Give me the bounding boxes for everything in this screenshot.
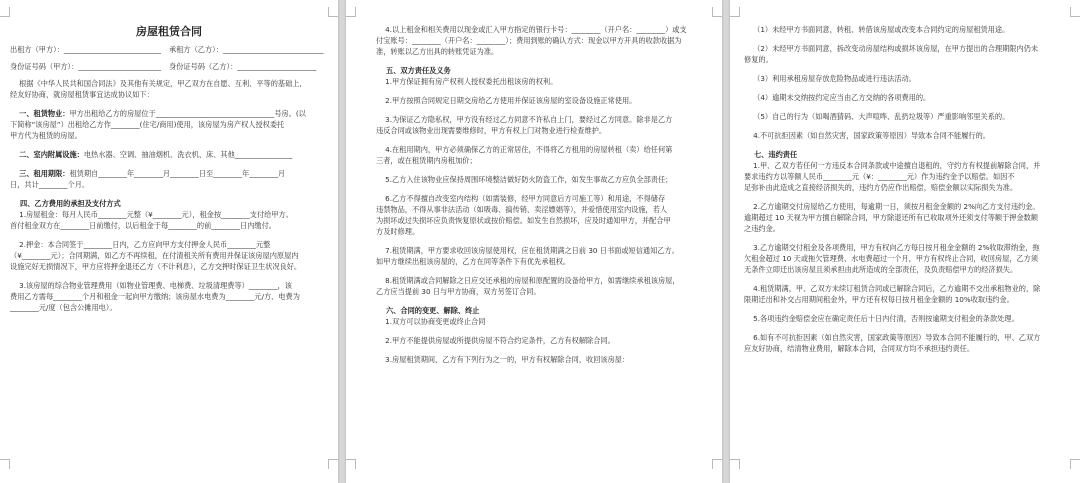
paragraph-gap <box>376 57 702 65</box>
page-corner-mark <box>730 7 740 17</box>
section-heading: 五、双方责任及义务 <box>376 66 451 75</box>
lessor-field: 出租方（甲方）：___________________________ <box>10 45 161 54</box>
contract-text-line: 违禁物品，不得从事非法活动（如吸毒、搞传销、卖淫嫖娼等），并爱惜使用室内设施，若人 <box>376 205 668 214</box>
paragraph-gap <box>744 122 1068 130</box>
contract-text-line: 2.押金：本合同签于________日内，乙方应向甲方支付押金人民币________元整 <box>10 240 271 249</box>
lessor-id-field: 身份证号码（甲方）：_______________________ <box>10 62 161 71</box>
page-corner-mark <box>346 459 356 469</box>
section-heading: 六、合同的变更、解除、终止 <box>376 306 480 315</box>
contract-text-line: 5.乙方入住该物业应保持周围环境整洁做好防火防盗工作，如发生事故乙方应负全部责任； <box>376 175 673 184</box>
contract-text-line: 经友好协商，就房屋租赁事宜达成协议如下： <box>10 90 154 99</box>
contract-text-line: 乙方应当提前 30 日与甲方协商，双方另签订合同。 <box>376 287 541 296</box>
page-corner-mark <box>1070 7 1080 17</box>
paragraph-gap <box>10 100 328 108</box>
paragraph-gap <box>10 231 328 239</box>
contract-text-line: 4.以上租金和相关费用以现金或汇入甲方指定的银行卡号：________（开户名：________）或支 <box>376 25 687 34</box>
paragraph-gap <box>744 84 1068 92</box>
contract-text-line: 7.租赁期满，甲方要求收回该房屋使用权，应在租赁期满之日前 30 日书面或短信通知乙方。 <box>376 246 679 255</box>
page-content <box>10 24 328 313</box>
contract-text-line: 方及时修理。 <box>376 227 420 236</box>
contract-text-line: 6.如有不可抗拒因素（如自然灾害，国家政策等原因）导致本合同不能履行的，甲、乙双方 <box>744 333 1041 342</box>
contract-text-line: 甲方代为租赁的房屋。 <box>10 131 82 140</box>
section-heading: 四、乙方费用的承担及支付方式 <box>10 199 121 208</box>
contract-text-line: 4.不可抗拒因素（如自然灾害，国家政策等原因）导致本合同不能履行的。 <box>744 131 990 140</box>
page-corner-mark <box>712 7 722 17</box>
lessee-id-field: 身份证号码（乙方）：______________________ <box>169 62 317 71</box>
paragraph-gap <box>744 65 1068 73</box>
paragraph-gap <box>744 324 1068 332</box>
contract-text-line: 1.甲、乙双方若任何一方违反本合同条款或中途擅自退租的，守约方有权提前解除合同，并 <box>744 161 1041 170</box>
paragraph-gap <box>376 267 702 275</box>
contract-text-line: 要求违约方以等额人民币________元（¥：________元）作为违约金予以赔偿。如因不 <box>744 172 1015 181</box>
contract-text-line: 之违约金。 <box>744 224 780 233</box>
contract-text-line: 3.为保证乙方隐私权，甲方没有经过乙方同意不许私自上门，要经过乙方同意。除非是乙方 <box>376 115 673 124</box>
contract-text-line: 付宝账号：________（开户名：________）；费用到账的确认方式：现金以甲方开具的收款收据为 <box>376 36 682 45</box>
page-corner-mark <box>0 7 10 17</box>
paragraph-gap <box>10 141 328 149</box>
clause-label: 二、室内附属设施： <box>19 150 84 159</box>
contract-text-line: 逾期超过 10 天视为甲方擅自解除合同，甲方除退还所有已收取项外还须支付等额于押金数额 <box>744 213 1039 222</box>
contract-text-line: （3）利用承租房屋存放危险物品或进行违法活动。 <box>744 74 916 83</box>
contract-text-line: 足弥补由此造成之直接经济损失的，违约方仍应作出赔偿，赔偿金额以实际损失为准。 <box>744 183 1018 192</box>
paragraph-gap <box>376 237 702 245</box>
document-page-2 <box>346 0 722 483</box>
contract-text-line: 1.房屋租金：每月人民币________元整（¥________元），租金按________支付给甲方。 <box>10 210 293 219</box>
contract-title: 房屋租赁合同 <box>136 25 202 38</box>
paragraph-gap <box>376 87 702 95</box>
paragraph-gap <box>744 305 1068 313</box>
section-heading: 七、违约责任 <box>744 150 798 159</box>
page-content <box>744 24 1068 354</box>
paragraph-gap <box>376 166 702 174</box>
page-corner-mark <box>346 7 356 17</box>
contract-clause-line: 一、租赁物业：甲方出租给乙方的房屋位于_________________________________号房。(以 <box>19 109 306 118</box>
contract-text-line: 5.各项违约金赔偿金应在确定责任后十日内付清，否则按逾期支付租金的条款处理。 <box>744 314 1019 323</box>
paragraph-gap <box>376 297 702 305</box>
party-row <box>10 44 328 55</box>
contract-text-line: （4）逾期未交纳按约定应当由乙方交纳的各项费用的。 <box>744 93 931 102</box>
page-2-lines <box>376 24 702 365</box>
clause-label: 三、租用期限： <box>19 169 70 178</box>
paragraph-gap <box>376 327 702 335</box>
page-3-lines <box>744 24 1068 354</box>
contract-text-line: 首付租金双方在________日前缴付，以后租金于每________的前________日内缴付。 <box>10 221 276 230</box>
contract-text-line: 无条件立即迁出该房屋且须承担由此所造成的全部责任，及负责赔偿甲方的经济损失。 <box>744 265 1018 274</box>
contract-text-line: 费用乙方需每________个月和租金一起向甲方缴纳；该房屋水电费为________元/方、电费为 <box>10 292 300 301</box>
contract-text-line: ________元/度（包含公摊用电）。 <box>10 303 117 312</box>
contract-text-line: 4.租赁期满，甲、乙双方未续订租赁合同或已解除合同后，乙方逾期不交出承租物业的，除 <box>744 284 1041 293</box>
page-corner-mark <box>712 459 722 469</box>
page-corner-mark <box>1070 459 1080 469</box>
contract-text-line: 应友好协商，结清物业费用，解除本合同，合同双方均不承担违约责任。 <box>744 344 975 353</box>
contract-text-line: （5）自己的行为（如喝酒猜码、大声喧哗、乱扔垃圾等）严重影响邻里关系的。 <box>744 112 1010 121</box>
contract-text-line: 3.房屋租赁期间，乙方有下列行为之一的，甲方有权解除合同，收回该房屋： <box>376 355 630 364</box>
paragraph-gap <box>744 141 1068 149</box>
page-corner-mark <box>0 459 10 469</box>
contract-text-line: 1.甲方保证拥有房产权利人授权委托出租该房的权利。 <box>376 77 558 86</box>
contract-clause-line: 二、室内附属设施：电热水器、空调、抽油烟机、洗衣机、床、其他________________ <box>19 150 293 159</box>
paragraph-gap <box>744 103 1068 111</box>
contract-text-line: （¥________元）；合同期满，如乙方不再续租，在付清租关所有费用并保证该房屋内原屋内 <box>10 251 299 260</box>
page-corner-mark <box>328 459 338 469</box>
contract-text-line: 欠租金超过 10 天或拖欠管理费、水电费超过一个月，甲方有权终止合同，收回房屋，乙方须 <box>744 254 1039 263</box>
contract-clause-line: 三、租用期限：租赁期自________年________月________日至________年________月 <box>19 169 286 178</box>
contract-text-line: 1.双方可以协商变更或终止合同 <box>376 317 486 326</box>
paragraph-gap <box>10 160 328 168</box>
contract-text-line: 设施完好无损情况下，甲方应将押金退还乙方（不计利息），乙方交押时保证卫生状况良好。 <box>10 262 302 271</box>
paragraph-gap <box>376 136 702 144</box>
contract-text-line: 下简称“该房屋”）出租给乙方作________(住宅/商用)使用，该房屋为房产权人授权委托 <box>10 120 285 129</box>
contract-text-line: 6.乙方不得擅自改变室内结构（如需装修，经甲方同意后方可施工等）和用途，不得储存 <box>376 194 666 203</box>
contract-text-line: 如甲方继续出租该房屋的，乙方在同等条件下有优先承租权。 <box>376 257 571 266</box>
paragraph-gap <box>376 185 702 193</box>
id-row <box>10 61 328 72</box>
contract-text-line: 根据《中华人民共和国合同法》及其他有关规定，甲乙双方在自愿、互利、平等的基础上, <box>10 79 302 88</box>
contract-text-line: （2）未经甲方书面同意，拆改变动房屋结构或损坏该房屋，在甲方提出的合理期限内仍未 <box>744 44 1039 53</box>
document-page-1 <box>0 0 338 483</box>
contract-text-line: 2.乙方逾期交付房屋给乙方使用，每逾期一日，须按月租金金额的 2%向乙方支付违约金。 <box>744 202 1040 211</box>
contract-text-line: 2.甲方按照合同规定日期交房给乙方使用并保证该房屋的室设备设施正常使用。 <box>376 96 637 105</box>
paragraph-gap <box>744 234 1068 242</box>
paragraph-gap <box>376 106 702 114</box>
contract-text-line: 违反合同或该物业出现需要维修时，甲方有权上门对物业进行检查维护。 <box>376 126 607 135</box>
paragraph-gap <box>10 190 328 198</box>
paragraph-gap <box>744 193 1068 201</box>
contract-text-line: 8.租赁期满或合同解除之日应交还承租的房屋和原配置的设备给甲方，如需继续承租该房屋， <box>376 276 680 285</box>
contract-text-line: 限期迁出和补交占用期间租金外，甲方还有权每日按月租金金额的 10%收取违约金。 <box>744 295 1014 304</box>
contract-text-line: 修复的。 <box>744 55 773 64</box>
contract-text-line: 为损坏或过失损坏应负责恢复原状或按价赔偿。如发生自然损坏，应及时通知甲方，并配合甲 <box>376 216 671 225</box>
page-corner-mark <box>730 459 740 469</box>
contract-text-line: 三者，或在租赁期内房租加价； <box>376 156 477 165</box>
paragraph-gap <box>376 346 702 354</box>
lessee-field: 承租方（乙方）：____________________________ <box>169 45 324 54</box>
contract-text-line: 2.甲方不能提供房屋或所提供房屋不符合约定条件，乙方有权解除合同。 <box>376 336 615 345</box>
contract-text-line: 4.在租用期内，甲方必须确保乙方的正常居住，不得将乙方租用的房屋转租（卖）给任何第 <box>376 145 673 154</box>
clause-label: 一、租赁物业： <box>19 109 70 118</box>
contract-text-line: 3.乙方逾期交付租金及各项费用，甲方有权向乙方每日按月租金金额的 2%收取滞纳金，拖 <box>744 243 1040 252</box>
contract-text-line: 准，转账以乙方出具的转账凭证为准。 <box>376 47 499 56</box>
contract-text-line: 日，共计________个月。 <box>10 180 90 189</box>
paragraph-gap <box>744 35 1068 43</box>
contract-text-line: （1）未经甲方书面同意，转租、转借该房屋或改变本合同约定的房屋租赁用途。 <box>744 25 1010 34</box>
paragraph-gap <box>744 275 1068 283</box>
paragraph-gap <box>10 272 328 280</box>
document-page-3 <box>730 0 1080 483</box>
page-content <box>376 24 702 365</box>
page-corner-mark <box>328 7 338 17</box>
page-1-lines <box>10 78 328 313</box>
contract-text-line: 3.该房屋的综合物业管理费用（如物业管理费、电梯费、垃圾清理费等）________，该 <box>10 281 292 290</box>
